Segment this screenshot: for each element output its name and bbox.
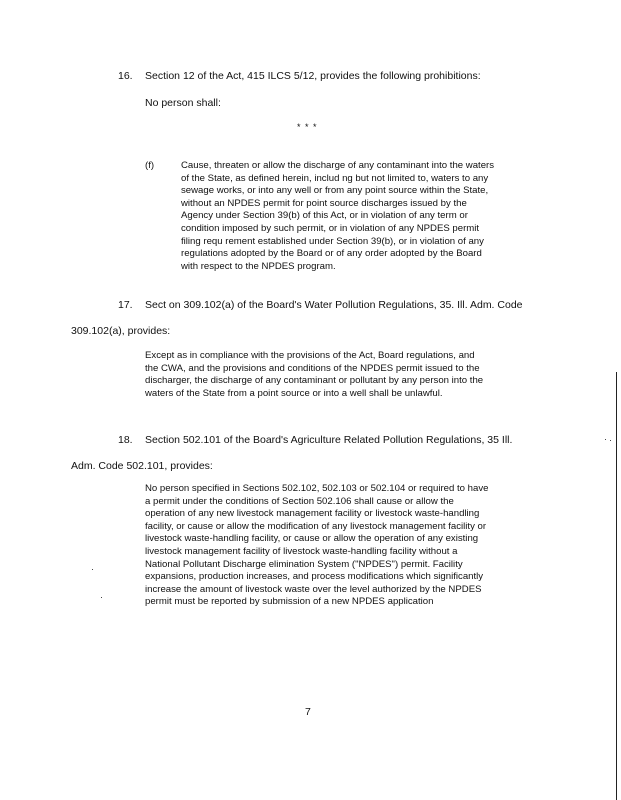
scan-speck	[92, 569, 93, 570]
quote-line: sewage works, or into any well or from any point source within the State,	[181, 185, 489, 197]
paragraph-18-quote	[145, 483, 488, 609]
quote-line: livestock waste-handling facility, or cause or allow the operation of any existing	[145, 533, 479, 545]
paragraph-16-number: 16.	[118, 70, 133, 82]
quote-line: without an NPDES permit for point source discharges issued by the	[181, 197, 467, 209]
quote-line: with respect to the NPDES program.	[181, 260, 336, 272]
quote-line: facility, or cause or allow the modification of any livestock management facility or	[145, 520, 487, 532]
paragraph-17-quote	[145, 350, 483, 400]
quote-line: Cause, threaten or allow the discharge of any contaminant into the waters	[181, 160, 495, 171]
scan-speck	[610, 440, 611, 441]
quote-line: No person specified in Sections 502.102, 502.103 or 502.104 or required to have	[145, 483, 489, 494]
page-number: 7	[305, 706, 311, 718]
quote-line: the CWA, and the provisions and conditions of the NPDES permit issued to the	[145, 362, 480, 374]
quote-line: livestock management facility of livestock waste-handling facility without a	[145, 545, 458, 557]
quote-line: operation of any new livestock management facility or livestock waste-handling	[145, 508, 480, 520]
quote-line: condition imposed by such permit, or in violation of any NPDES permit	[181, 222, 480, 234]
quote-line: filing requ rement established under Section 39(b), or in violation of any	[181, 235, 484, 247]
subitem-f-text	[181, 160, 494, 273]
subitem-f-label: (f)	[145, 160, 155, 171]
scan-edge-line	[616, 372, 617, 800]
quote-line: discharger, the discharge of any contaminant or pollutant by any person into the	[145, 375, 484, 387]
quote-line: Agency under Section 39(b) of this Act, or in violation of any term or	[181, 210, 468, 222]
quote-line: permit must be reported by submission of a new NPDES application	[145, 596, 434, 608]
quote-line: National Pollutant Discharge elimination System ("NPDES") permit. Facility	[145, 558, 463, 570]
quote-line: regulations adopted by the Board or of any order adopted by the Board	[181, 248, 482, 260]
scan-speck	[605, 439, 606, 440]
paragraph-18-text: Section 502.101 of the Board's Agriculture Related Pollution Regulations, 35 Ill.	[145, 434, 513, 446]
paragraph-16-text: Section 12 of the Act, 415 ILCS 5/12, provides the following prohibitions:	[145, 70, 481, 82]
paragraph-18-continuation: Adm. Code 502.101, provides:	[71, 460, 213, 472]
paragraph-18-number: 18.	[118, 434, 133, 446]
quote-line: Except as in compliance with the provisions of the Act, Board regulations, and	[145, 350, 475, 361]
paragraph-17-text: Sect on 309.102(a) of the Board's Water Pollution Regulations, 35. Ill. Adm. Code	[145, 299, 523, 311]
paragraph-17-continuation: 309.102(a), provides:	[71, 325, 171, 337]
quote-line: a permit under the conditions of Section 502.106 shall cause or allow the	[145, 495, 454, 507]
quote-line: increase the amount of livestock waste over the level authorized by the NPDES	[145, 583, 482, 595]
omission-ellipsis: * * *	[297, 122, 318, 132]
scan-speck	[101, 597, 102, 598]
quote-line: expansions, production increases, and process modifications which significantly	[145, 571, 484, 583]
quote-line: of the State, as defined herein, includ ng but not limited to, waters to any	[181, 172, 489, 184]
quote-line: waters of the State from a point source or into a well shall be unlawful.	[145, 387, 443, 399]
paragraph-17-number: 17.	[118, 299, 133, 311]
paragraph-16-intro: No person shall:	[145, 97, 221, 109]
